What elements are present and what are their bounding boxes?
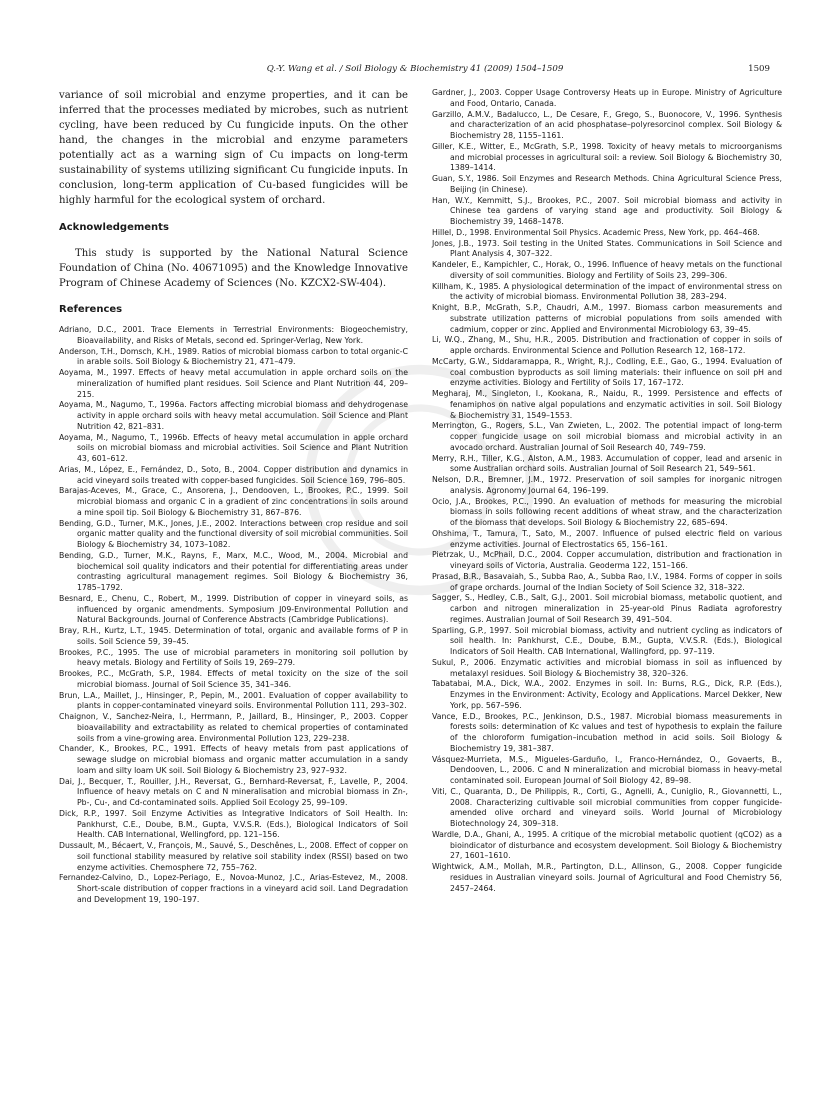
- reference-entry: Aoyama, M., 1997. Effects of heavy metal accumulation in apple orchard soils on the mineralization of humified plant residues. Soil Science and Plant Nutrition 44, 209–215.: [59, 368, 408, 399]
- reference-entry: Dussault, M., Bécaert, V., François, M., Sauvé, S., Deschênes, L., 2008. Effect of copper on soil functional stability measured by relative soil stability index (RSSI) based on two enzyme activities. Chemosphere 72, 755–762.: [59, 841, 408, 872]
- conclusion-paragraph: variance of soil microbial and enzyme properties, and it can be inferred that the processes mediated by microbes, such as nutrient cycling, have been reduced by Cu fungicide inputs. On the other hand, the changes in the microbial and enzyme parameters potentially act as a warning sign of Cu impacts on long-term sustainability of systems utilizing significant Cu fungicide inputs. In conclusion, long-term application of Cu-based fungicides will be highly harmful for the ecological system of orchard.: [59, 90, 408, 206]
- reference-entry: Brun, L.A., Maillet, J., Hinsinger, P., Pepin, M., 2001. Evaluation of copper availability to plants in copper-contaminated vineyard soils. Environmental Pollution 111, 293–302.: [59, 690, 408, 711]
- reference-entry: Dai, J., Becquer, T., Rouiller, J.H., Reversat, G., Bernhard-Reversat, F., Lavelle, P., 2004. Influence of heavy metals on C and N mineralisation and microbial biomass in Zn-, Pb-, Cu-, and Cd-contaminated soils. Applied Soil Ecology 25, 99–109.: [59, 776, 408, 807]
- reference-entry: Adriano, D.C., 2001. Trace Elements in Terrestrial Environments: Biogeochemistry, Bioavailability, and Risks of Metals, second ed. Springer-Verlag, New York.: [59, 325, 408, 345]
- reference-entry: Besnard, E., Chenu, C., Robert, M., 1999. Distribution of copper in vineyard soils, as influenced by organic amendments. Symposium J09-Environmental Pollution and Natural Backgrounds. Journal of Conference Abstracts (Cambridge Publications).: [59, 593, 408, 625]
- reference-entry: Bending, G.D., Turner, M.K., Jones, J.E., 2002. Interactions between crop residue and soil organic matter quality and the functional diversity of soil microbial communities. Soil Biology & Biochemistry 34, 1073–1082.: [59, 518, 408, 549]
- reference-entry: Vance, E.D., Brookes, P.C., Jenkinson, D.S., 1987. Microbial biomass measurements in forests soils: determination of Kc values and test of hypothesis to explain the failure of the chloroform fumigation–incubation method in acid soils. Soil Biology & Biochemistry 19, 381–387.: [432, 711, 782, 753]
- references-list-left: [59, 325, 408, 906]
- reference-entry: McCarty, G.W., Siddaramappa, R., Wright, R.J., Codling, E.E., Gao, G., 1994. Evaluation of coal combustion byproducts as soil liming materials: their influence on soil pH and enzyme activities. Biology and Fertility of Soils 17, 167–172.: [432, 356, 782, 388]
- reference-entry: Bray, R.H., Kurtz, L.T., 1945. Determination of total, organic and available forms of P in soils. Soil Science 59, 39–45.: [59, 626, 408, 646]
- reference-entry: Barajas-Aceves, M., Grace, C., Ansorena, J., Dendooven, L., Brookes, P.C., 1999. Soil microbial biomass and organic C in a gradient of zinc concentrations in soils around a mine spoil tip. Soil Biology & Biochemistry 31, 867–876.: [59, 486, 408, 517]
- reference-entry: Megharaj, M., Singleton, I., Kookana, R., Naidu, R., 1999. Persistence and effects of fenamiphos on native algal populations and enzymatic activities in soil. Soil Biology & Biochemistry 31, 1549–1553.: [432, 389, 782, 420]
- reference-entry: Merrington, G., Rogers, S.L., Van Zwieten, L., 2002. The potential impact of long-term copper fungicide usage on soil microbial biomass and microbial activity in an avocado orchard. Australian Journal of Soil Research 40, 749–759.: [432, 421, 782, 452]
- reference-entry: Knight, B.P., McGrath, S.P., Chaudri, A.M., 1997. Biomass carbon measurements and substrate utilization patterns of microbial populations from soils amended with cadmium, copper or zinc. Applied and Environmental Microbiology 63, 39–45.: [432, 303, 782, 334]
- reference-entry: Wightwick, A.M., Mollah, M.R., Partington, D.L., Allinson, G., 2008. Copper fungicide residues in Australian vineyard soils. Journal of Agricultural and Food Chemistry 56, 2457–2464.: [432, 862, 782, 893]
- reference-entry: Sagger, S., Hedley, C.B., Salt, G.J., 2001. Soil microbial biomass, metabolic quotient, and carbon and nitrogen mineralization in 25-year-old Pinus Radiata agroforestry regimes. Australian Journal of Soil Research 39, 491–504.: [432, 593, 782, 624]
- references-list-right: [432, 88, 782, 894]
- reference-entry: Ohshima, T., Tamura, T., Sato, M., 2007. Influence of pulsed electric field on various enzyme activities. Journal of Electrostatics 65, 156–161.: [432, 528, 782, 549]
- reference-entry: Li, W.Q., Zhang, M., Shu, H.R., 2005. Distribution and fractionation of copper in soils of apple orchards. Environmental Science and Pollution Research 12, 168–172.: [432, 335, 782, 355]
- reference-entry: Aoyama, M., Nagumo, T., 1996a. Factors affecting microbial biomass and dehydrogenase activity in apple orchard soils with heavy metal accumulation. Soil Science and Plant Nutrition 42, 821–831.: [59, 400, 408, 431]
- reference-entry: Guan, S.Y., 1986. Soil Enzymes and Research Methods. China Agricultural Science Press, Beijing (in Chinese).: [432, 174, 782, 194]
- reference-entry: Merry, R.H., Tiller, K.G., Alston, A.M., 1983. Accumulation of copper, lead and arsenic in some Australian orchard soils. Australian Journal of Soil Research 21, 549–561.: [432, 453, 782, 474]
- reference-entry: Pietrzak, U., McPhail, D.C., 2004. Copper accumulation, distribution and fractionation in vineyard soils of Victoria, Australia. Geoderma 122, 151–166.: [432, 550, 782, 570]
- reference-entry: Nelson, D.R., Bremner, J.M., 1972. Preservation of soil samples for inorganic nitrogen analysis. Agronomy Journal 64, 196–199.: [432, 475, 782, 495]
- reference-entry: Jones, J.B., 1973. Soil testing in the United States. Communications in Soil Science and Plant Analysis 4, 307–322.: [432, 238, 782, 259]
- reference-entry: Dick, R.P., 1997. Soil Enzyme Activities as Integrative Indicators of Soil Health. In: Pankhurst, C.E., Doube, B.M., Gupta, V.V.S.R. (Eds.), Biological Indicators of Soil Health. CAB International, Wellingford, pp. 121–156.: [59, 808, 408, 840]
- reference-entry: Chander, K., Brookes, P.C., 1991. Effects of heavy metals from past applications of sewage sludge on microbial biomass and organic matter accumulation in a sandy loam and silty loam UK soil. Soil Biology & Biochemistry 23, 927–932.: [59, 744, 408, 775]
- reference-entry: Killham, K., 1985. A physiological determination of the impact of environmental stress on the activity of microbial biomass. Environmental Pollution 38, 283–294.: [432, 281, 782, 302]
- right-column: [432, 88, 782, 894]
- reference-entry: Brookes, P.C., 1995. The use of microbial parameters in monitoring soil pollution by heavy metals. Biology and Fertility of Soils 19, 269–279.: [59, 647, 408, 668]
- reference-entry: Gardner, J., 2003. Copper Usage Controversy Heats up in Europe. Ministry of Agriculture and Food, Ontario, Canada.: [432, 88, 782, 108]
- reference-entry: Brookes, P.C., McGrath, S.P., 1984. Effects of metal toxicity on the size of the soil microbial biomass. Journal of Soil Science 35, 341–346.: [59, 669, 408, 689]
- reference-entry: Viti, C., Quaranta, D., De Philippis, R., Corti, G., Agnelli, A., Cuniglio, R., Giovannetti, L., 2008. Characterizing cultivable soil microbial communities from copper fungicide-amended olive orchard and vineyard soils. World Journal of Microbiology Biotechnology 24, 309–318.: [432, 786, 782, 828]
- reference-entry: Aoyama, M., Nagumo, T., 1996b. Effects of heavy metal accumulation in apple orchard soils on microbial biomass and microbial activities. Soil Science and Plant Nutrition 43, 601–612.: [59, 432, 408, 463]
- reference-entry: Garzillo, A.M.V., Badalucco, L., De Cesare, F., Grego, S., Buonocore, V., 1996. Synthesis and characterization of an acid phosphatase–polyresorcinol complex. Soil Biology & Biochemistry 28, 1155–1161.: [432, 109, 782, 140]
- running-header: [60, 64, 770, 78]
- journal-citation: Q.-Y. Wang et al. / Soil Biology & Biochemistry 41 (2009) 1504–1509: [266, 64, 564, 74]
- references-heading: References: [59, 304, 123, 315]
- reference-entry: Sparling, G.P., 1997. Soil microbial biomass, activity and nutrient cycling as indicators of soil health. In: Pankhurst, C.E., Doube, B.M., Gupta, V.V.S.R. (Eds.), Biological Indicators of Soil Health. CAB International, Wallingford, pp. 97–119.: [432, 625, 782, 656]
- reference-entry: Chaignon, V., Sanchez-Neira, I., Herrmann, P., Jaillard, B., Hinsinger, P., 2003. Copper bioavailability and extractability as related to chemical properties of contaminated soils from a vine-growing area. Environmental Pollution 123, 229–238.: [59, 712, 408, 743]
- reference-entry: Wardle, D.A., Ghani, A., 1995. A critique of the microbial metabolic quotient (qCO2) as a bioindicator of disturbance and ecosystem development. Soil Biology & Biochemistry 27, 1601–1610.: [432, 829, 782, 861]
- reference-entry: Prasad, B.R., Basavaiah, S., Subba Rao, A., Subba Rao, I.V., 1984. Forms of copper in soils of grape orchards. Journal of the Indian Society of Soil Science 32, 318–322.: [432, 571, 782, 592]
- reference-entry: Fernandez-Calvino, D., Lopez-Periago, E., Novoa-Munoz, J.C., Arias-Estevez, M., 2008. Short-scale distribution of copper fractions in a vineyard acid soil. Land Degradation and Development 19, 190–197.: [59, 873, 408, 904]
- left-column: [59, 88, 408, 906]
- acknowledgements-heading: Acknowledgements: [59, 222, 169, 233]
- reference-entry: Arias, M., López, E., Fernández, D., Soto, B., 2004. Copper distribution and dynamics in acid vineyard soils treated with copper-based fungicides. Soil Science 169, 796–805.: [59, 464, 408, 485]
- reference-entry: Anderson, T.H., Domsch, K.H., 1989. Ratios of microbial biomass carbon to total organic-C in arable soils. Soil Biology & Biochemistry 21, 471–479.: [59, 346, 408, 367]
- reference-entry: Hillel, D., 1998. Environmental Soil Physics. Academic Press, New York, pp. 464–468.: [432, 227, 760, 237]
- reference-entry: Bending, G.D., Turner, M.K., Rayns, F., Marx, M.C., Wood, M., 2004. Microbial and biochemical soil quality indicators and their potential for differentiating areas under contrasting agricultural management regimes. Soil Biology & Biochemistry 36, 1785–1792.: [59, 550, 408, 592]
- page-number: 1509: [748, 64, 770, 74]
- reference-entry: Giller, K.E., Witter, E., McGrath, S.P., 1998. Toxicity of heavy metals to microorganisms and microbial processes in agricultural soil: a review. Soil Biology & Biochemistry 30, 1389–1414.: [432, 141, 782, 173]
- acknowledgements-text: This study is supported by the National Natural Science Foundation of China (No. 40671095) and the Knowledge Innovative Program of Chinese Academy of Sciences (No. KZCX2-SW-404).: [59, 248, 408, 289]
- reference-entry: Han, W.Y., Kemmitt, S.J., Brookes, P.C., 2007. Soil microbial biomass and activity in Chinese tea gardens of varying stand age and productivity. Soil Biology & Biochemistry 39, 1468–1478.: [432, 195, 782, 226]
- reference-entry: Vásquez-Murrieta, M.S., Migueles-Garduño, I., Franco-Hernández, O., Govaerts, B., Dendooven, L., 2006. C and N mineralization and microbial biomass in heavy-metal contaminated soil. European Journal of Soil Biology 42, 89–98.: [432, 754, 782, 785]
- reference-entry: Ocio, J.A., Brookes, P.C., 1990. An evaluation of methods for measuring the microbial biomass in soils following recent additions of wheat straw, and the characterization of the biomass that develops. Soil Biology & Biochemistry 22, 685–694.: [432, 496, 782, 527]
- reference-entry: Sukul, P., 2006. Enzymatic activities and microbial biomass in soil as influenced by metalaxyl residues. Soil Biology & Biochemistry 38, 320–326.: [432, 657, 782, 678]
- reference-entry: Tabatabai, M.A., Dick, W.A., 2002. Enzymes in soil. In: Burns, R.G., Dick, R.P. (Eds.), Enzymes in the Environment: Activity, Ecology and Applications. Marcel Dekker, New York, pp. 567–596.: [432, 679, 782, 710]
- reference-entry: Kandeler, E., Kampichler, C., Horak, O., 1996. Influence of heavy metals on the functional diversity of soil communities. Biology and Fertility of Soils 23, 299–306.: [432, 260, 782, 280]
